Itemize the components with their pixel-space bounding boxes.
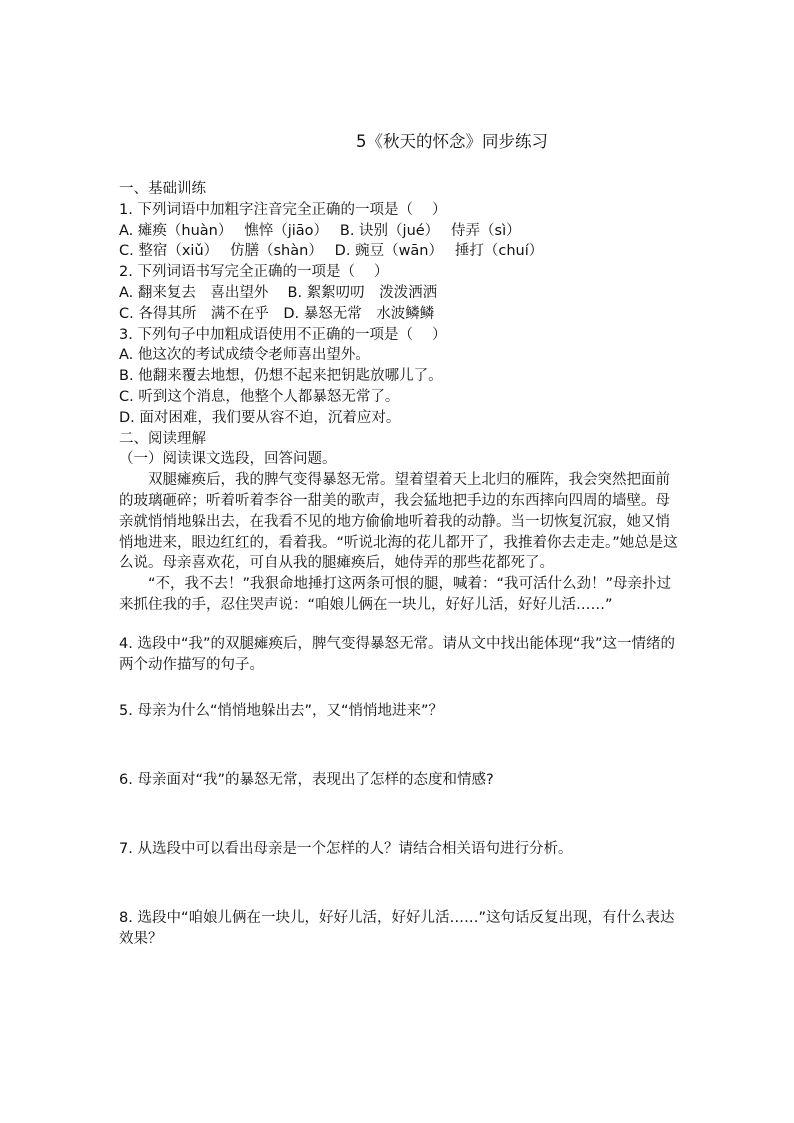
passage-paragraph-1-text: 双腿瘫痪后，我的脾气变得暴怒无常。望着望着天上北归的雁阵，我会突然把面前的玻璃砸碎；听着听着李谷一甜美的歌声，我会猛地把手边的东西摔向四周的墙壁。母亲就悄悄地躲出去，在我看不见的地方偷偷地听着我的动静。当一切恢复沉寂，她又悄悄地进来，眼边红红的，看着我。“听说北海的花儿都开了，我推着你去走走。”她总是这么说。母亲喜欢花，可自从我的腿瘫痪后，她侍弄的那些花都死了。: [119, 472, 678, 572]
question-2-options-cd: C. 各得其所 满不在乎 D. 暴怒无常 水波鳞鳞: [119, 305, 435, 322]
section-heading-basic: 一、基础训练: [119, 181, 206, 197]
question-1-options-ab: A. 瘫痪（huàn） 憔悴（jiāo） B. 诀别（jué） 侍弄（sì）: [119, 222, 521, 239]
question-8: 8. 选段中“咱娘儿俩在一块儿，好好儿活，好好儿活……”这句话反复出现，有什么表达效果？: [119, 909, 675, 947]
question-7: 7. 从选段中可以看出母亲是一个怎样的人？请结合相关语句进行分析。: [119, 840, 573, 857]
question-2-stem: 2. 下列词语书写完全正确的一项是（ ）: [119, 264, 389, 281]
question-1-stem: 1. 下列词语中加粗字注音完全正确的一项是（ ）: [119, 201, 447, 218]
question-3-option-b: B. 他翻来覆去地想，仍想不起来把钥匙放哪儿了。: [119, 368, 443, 385]
passage-paragraph-2-text: “不，我不去！”我狠命地捶打这两条可恨的腿，喊着：“我可活什么劲！”母亲扑过来抓住我的手，忍住哭声说：“咱娘儿俩在一块儿，好好儿活，好好儿活……”: [119, 576, 672, 613]
question-3-option-c: C. 听到这个消息，他整个人都暴怒无常了。: [119, 388, 400, 405]
question-3-option-a: A. 他这次的考试成绩令老师喜出望外。: [119, 347, 370, 364]
document-body: [119, 179, 679, 949]
question-2-options-ab: A. 翻来复去 喜出望外 B. 絮絮叨叨 泼泼洒洒: [119, 284, 438, 301]
reading-subheading: （一）阅读课文选段，回答问题。: [119, 451, 337, 468]
question-3-option-d: D. 面对困难，我们要从容不迫，沉着应对。: [119, 409, 401, 426]
passage-paragraph-2: [119, 574, 679, 616]
question-4: 4. 选段中“我”的双腿瘫痪后，脾气变得暴怒无常。请从文中找出能体现“我”这一情绪的两个动作描写的句子。: [119, 635, 675, 673]
question-6: 6. 母亲面对“我”的暴怒无常，表现出了怎样的态度和情感?: [119, 772, 494, 789]
passage-paragraph-1: [119, 470, 679, 574]
question-1-options-cd: C. 整宿（xiǔ） 仿膳（shàn） D. 豌豆（wān） 捶打（chuí）: [119, 243, 544, 260]
page-title: 5《秋天的怀念》同步练习: [356, 132, 548, 151]
section-heading-reading: 二、阅读理解: [119, 430, 206, 447]
question-3-stem: 3. 下列句子中加粗成语使用不正确的一项是（ ）: [119, 326, 447, 343]
question-5: 5. 母亲为什么“悄悄地躲出去”，又“悄悄地进来”？: [119, 703, 443, 720]
